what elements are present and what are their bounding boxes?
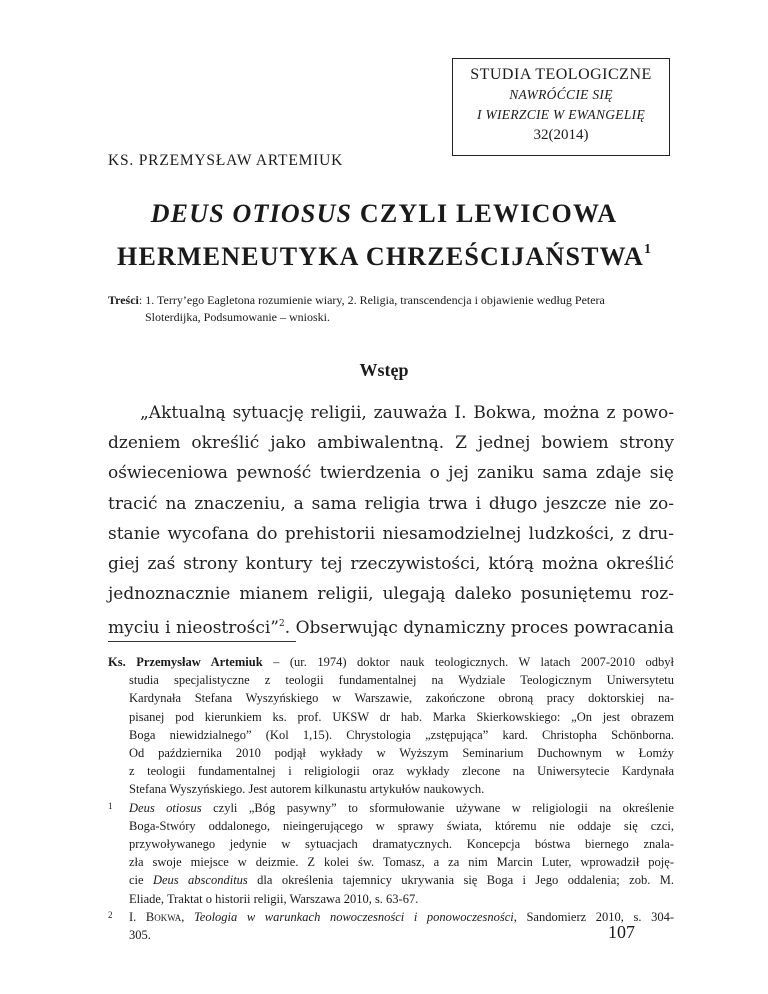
article-title <box>0 196 768 275</box>
body-line: oświeceniowa pewność twierdzenia o jej zaniku sama zdaje się <box>108 463 674 484</box>
bio-line: studia specjalistyczne z teologii fundamentalnej na Wydziale Teologicznym Uniwersytetu <box>129 673 674 688</box>
body-line-continuation: . Obserwując dynamiczny proces powracania <box>284 618 674 639</box>
footnotes-area <box>108 653 674 944</box>
journal-name: STUDIA TEOLOGICZNE <box>470 66 652 83</box>
bio-author-name: Ks. Przemysław Artemiuk <box>108 655 263 669</box>
footnote-line: Boga-Stwóry oddalonego, nieingerującego w sprawy świata, któremu nie oddaje się czci, <box>129 818 674 833</box>
bio-line: Kardynała Stefana Wyszyńskiego w Warszawie, zakończone obroną pracy doktorskiej na- <box>129 691 674 706</box>
footnote-line: zła swoje miejsce w deizmie. Z kolei św. Tomasz, a za nim Marcin Luter, wprowadził poję- <box>129 855 674 870</box>
bio-line: pisanej pod kierunkiem ks. prof. UKSW dr hab. Marka Skierkowskiego: „On jest obrazem <box>129 709 674 724</box>
footnote-line: cie Deus absconditus dla określenia tajemnicy ukrywania się Boga i Jego oddalenia; zob. M. <box>129 873 674 888</box>
footnote-line: przywoływanego jedynie w sytuacjach dramatycznych. Koncepcja bóstwa biernego znala- <box>129 837 674 852</box>
footnote-divider <box>108 641 296 642</box>
body-line-quote-end: myciu i nieostrości” <box>108 618 279 639</box>
article-author: KS. PRZEMYSŁAW ARTEMIUK <box>108 152 344 169</box>
contents-label: Treści <box>108 293 139 307</box>
footnote-line: Deus otiosus czyli „Bóg pasywny” to sformułowanie używane w religiologii na określenie <box>129 800 674 815</box>
journal-issue: 32(2014) <box>533 127 589 143</box>
author-bio-note <box>108 653 674 799</box>
bio-line: Boga niewidzialnego” (Kol 1,15). Chrystologia „zstępująca” kard. Christopha Schönborna. <box>129 727 674 742</box>
bio-line: z teologii fundamentalnej i religiologii oraz wykłady zlecone na Uniwersytecie Kardynała <box>129 764 674 779</box>
body-line: tracić na znaczeniu, a sama religia trwa i długo jeszcze nie zo- <box>108 493 674 514</box>
title-italic-term: DEUS OTIOSUS <box>150 199 353 228</box>
body-line: dzeniem określić jako ambiwalentną. Z jednej bowiem strony <box>108 433 674 454</box>
citation-title: Teologia w warunkach nowoczesności i ponowoczesności, <box>193 909 517 924</box>
title-line1-rest: CZYLI LEWICOWA <box>352 199 618 228</box>
bio-line: Stefana Wyszyńskiego. Jest autorem kilkunastu artykułów naukowych. <box>129 782 485 797</box>
journal-subtitle-line2: I WIERZCIE W EWANGELIĘ <box>477 107 645 122</box>
footnote-1 <box>108 799 674 908</box>
table-of-contents <box>108 292 672 326</box>
body-line: „Aktualną sytuację religii, zauważa I. Bokwa, można z powo- <box>140 403 674 423</box>
footnote-2-mark: 2 <box>108 909 113 920</box>
section-heading: Wstęp <box>359 360 409 380</box>
footnote-1-mark: 1 <box>108 800 113 811</box>
footnote-2 <box>108 908 674 944</box>
citation-author: I. Bokwa <box>129 909 182 924</box>
footnote-ref-2[interactable]: 2 <box>278 619 285 630</box>
body-line: giej zaś strony kontury tej rzeczywistości, którą można określić <box>108 553 674 574</box>
title-footnote-mark[interactable]: 1 <box>643 242 651 257</box>
bio-line: Od października 2010 podjął wykłady w Wyższym Seminarium Duchownym w Łomży <box>129 746 674 761</box>
journal-subtitle-line1: NAWRÓĆCIE SIĘ <box>509 87 613 102</box>
body-line: jednoznacznie mianem religii, ulegają daleko posuniętemu roz- <box>108 584 674 605</box>
footnote-line: Eliade, Traktat o historii religii, Warszawa 2010, s. 63-67. <box>129 891 419 906</box>
footnote-line: I. Bokwa, Teologia w warunkach nowoczesności i ponowoczesności, Sandomierz 2010, s. 304- <box>129 909 675 924</box>
body-paragraph <box>108 398 674 640</box>
journal-header-box <box>452 58 670 156</box>
body-line-last <box>108 609 674 639</box>
contents-line2: Sloterdijka, Podsumowanie – wnioski. <box>145 310 330 324</box>
body-line: stanie wycofana do prehistorii niesamodzielnej ludzkości, z dru- <box>108 523 674 544</box>
title-line2: HERMENEUTYKA CHRZEŚCIJAŃSTWA <box>117 242 644 271</box>
footnote-line: 305. <box>129 928 151 943</box>
contents-line1: : 1. Terry’ego Eagletona rozumienie wiary, 2. Religia, transcendencja i objawienie według Petera <box>138 293 605 307</box>
bio-line: Ks. Przemysław Artemiuk – (ur. 1974) doktor nauk teologicznych. W latach 2007-2010 odbył <box>108 655 675 669</box>
page-number: 107 <box>608 922 635 942</box>
